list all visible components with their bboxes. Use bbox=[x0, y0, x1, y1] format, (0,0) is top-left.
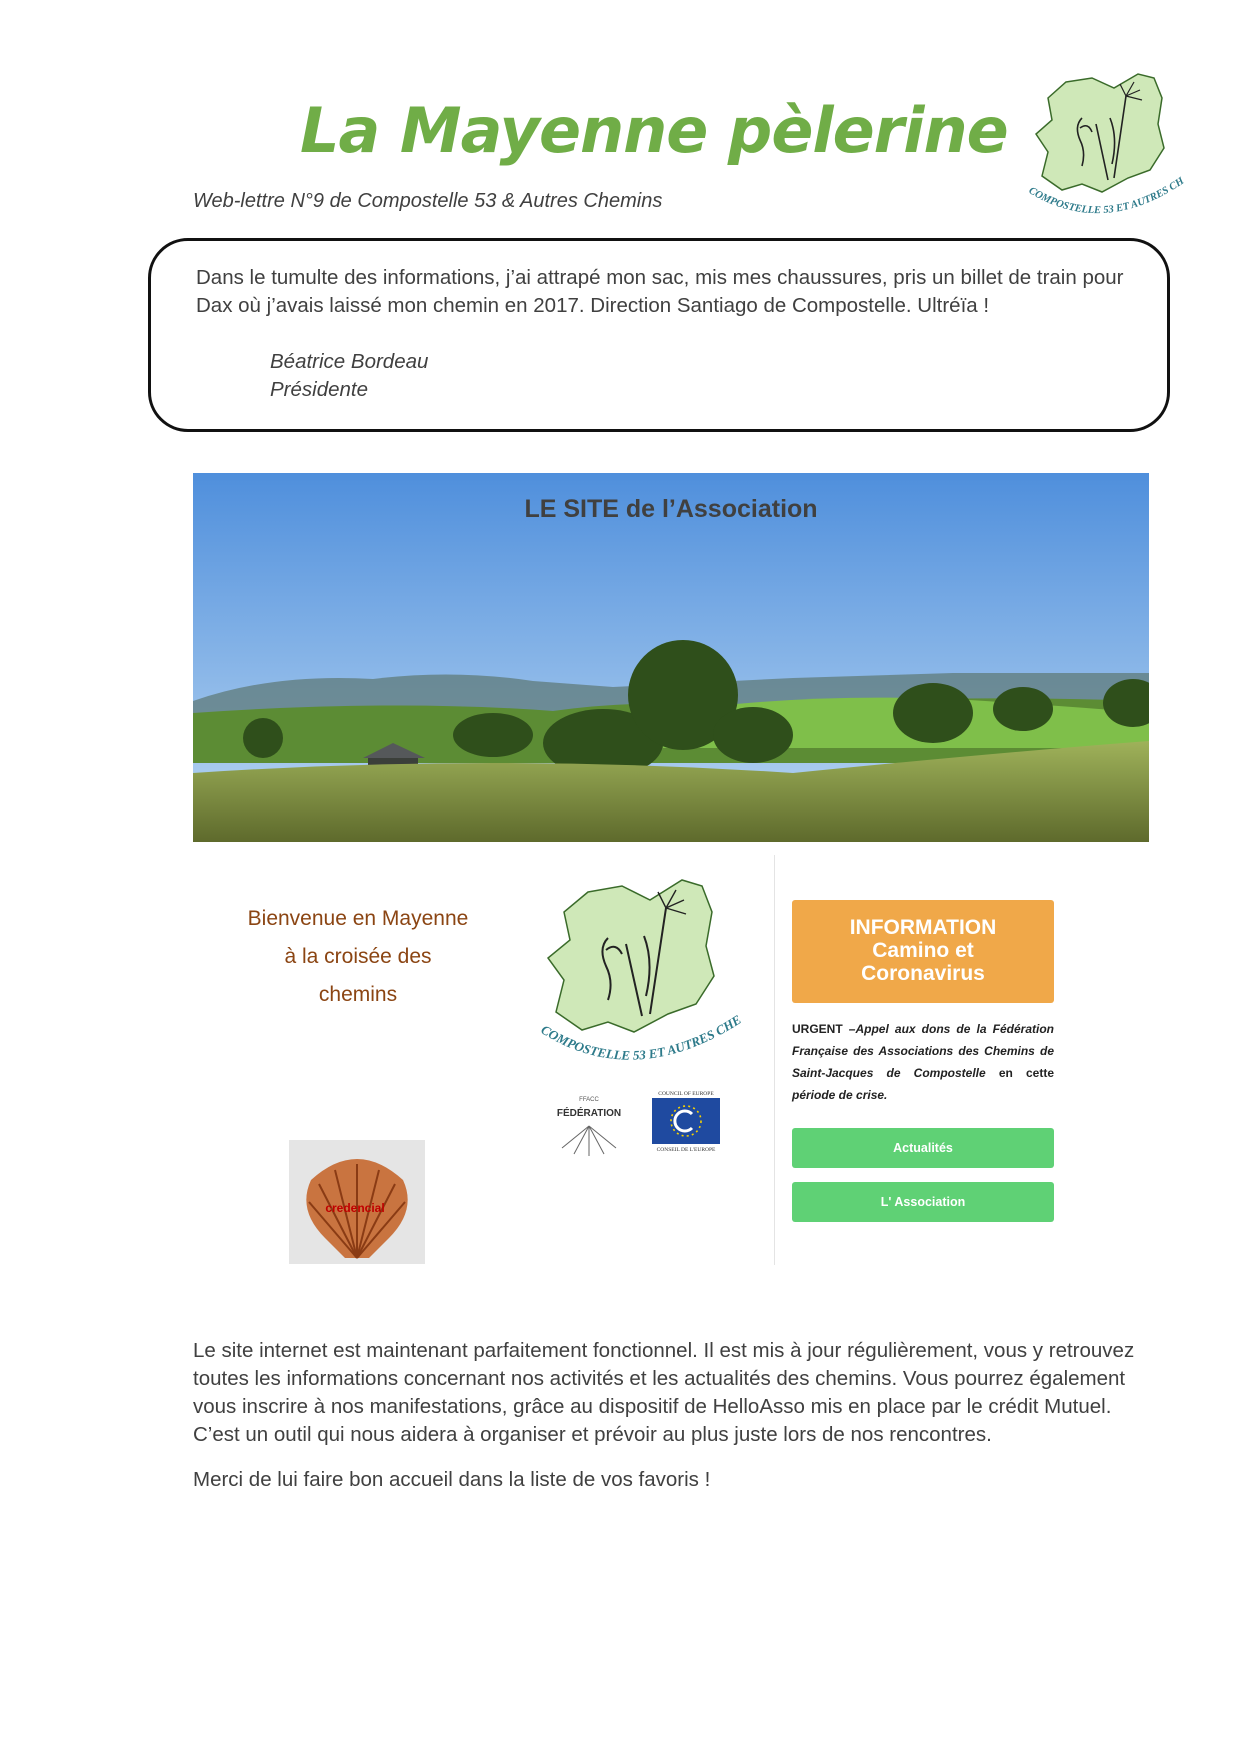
association-logo bbox=[1022, 68, 1192, 228]
urgent-tail-italic: période de crise. bbox=[792, 1088, 888, 1102]
info-card-line-3: Coronavirus bbox=[861, 962, 985, 985]
logo-text-large: COMPOSTELLE 53 ET AUTRES CHE bbox=[538, 1011, 744, 1063]
welcome-line-2: à la croisée des bbox=[284, 945, 432, 968]
logo-text: COMPOSTELLE 53 ET AUTRES CH bbox=[1026, 175, 1187, 217]
federation-label: FÉDÉRATION bbox=[556, 1108, 622, 1119]
info-card-line-2: Camino et bbox=[872, 939, 974, 962]
urgent-text: –Appel aux dons de la Fédération Française des Associations des Chemins de Saint-Jacques de Compostelle bbox=[792, 1022, 1054, 1080]
welcome-line-1: Bienvenue en Mayenne bbox=[247, 907, 469, 930]
body-text bbox=[193, 1337, 1159, 1511]
council-of-europe-logo bbox=[648, 1088, 724, 1154]
column-divider bbox=[774, 855, 775, 1265]
federation-logo bbox=[548, 1092, 630, 1158]
association-logo-large bbox=[530, 872, 752, 1076]
council-bottom-label: CONSEIL DE L'EUROPE bbox=[656, 1147, 716, 1153]
editorial-text bbox=[196, 264, 1164, 404]
signature-name: Béatrice Bordeau bbox=[270, 350, 429, 373]
body-paragraph-2: Merci de lui faire bon accueil dans la liste de vos favoris ! bbox=[193, 1468, 711, 1491]
actualites-button[interactable]: Actualités bbox=[792, 1128, 1054, 1168]
welcome-block bbox=[193, 860, 523, 1014]
signature-role: Présidente bbox=[270, 378, 369, 401]
landscape-photo bbox=[193, 473, 1149, 842]
info-card-line-1: INFORMATION bbox=[849, 916, 997, 939]
site-heading: LE SITE de l’Association bbox=[524, 495, 818, 523]
federation-acronym: FFACC bbox=[579, 1097, 599, 1103]
welcome-line-3: chemins bbox=[318, 983, 398, 1006]
credencial-shell-image[interactable] bbox=[289, 1140, 425, 1264]
credencial-label: credencial bbox=[325, 1201, 385, 1215]
editorial-body: Dans le tumulte des informations, j’ai attrapé mon sac, mis mes chaussures, pris un billet de train pour Dax où j’avais laissé mon chemin en 2017. Direction Santiago de Compostelle. Ultréïa ! bbox=[196, 266, 1124, 317]
urgent-label: URGENT bbox=[792, 1022, 843, 1036]
info-card-button[interactable] bbox=[792, 900, 1054, 1003]
urgent-tail-plain: en cette bbox=[998, 1066, 1054, 1080]
newsletter-subtitle: Web-lettre N°9 de Compostelle 53 & Autres Chemins bbox=[193, 190, 663, 212]
association-button[interactable]: L' Association bbox=[792, 1182, 1054, 1222]
council-top-label: COUNCIL OF EUROPE bbox=[658, 1091, 714, 1097]
body-paragraph-1: Le site internet est maintenant parfaitement fonctionnel. Il est mis à jour régulièrement, vous y retrouvez toutes les informations concernant nos activités et les actualités des chemins. Vous pourrez également vous inscrire à nos manifestations, grâce au dispositif de HelloAsso mis en place par le crédit Mutuel. C’est un outil qui nous aidera à organiser et prévoir au plus juste lors de nos rencontres. bbox=[193, 1339, 1135, 1446]
urgent-notice bbox=[792, 1018, 1054, 1106]
newsletter-title: La Mayenne pèlerine bbox=[300, 94, 1008, 167]
